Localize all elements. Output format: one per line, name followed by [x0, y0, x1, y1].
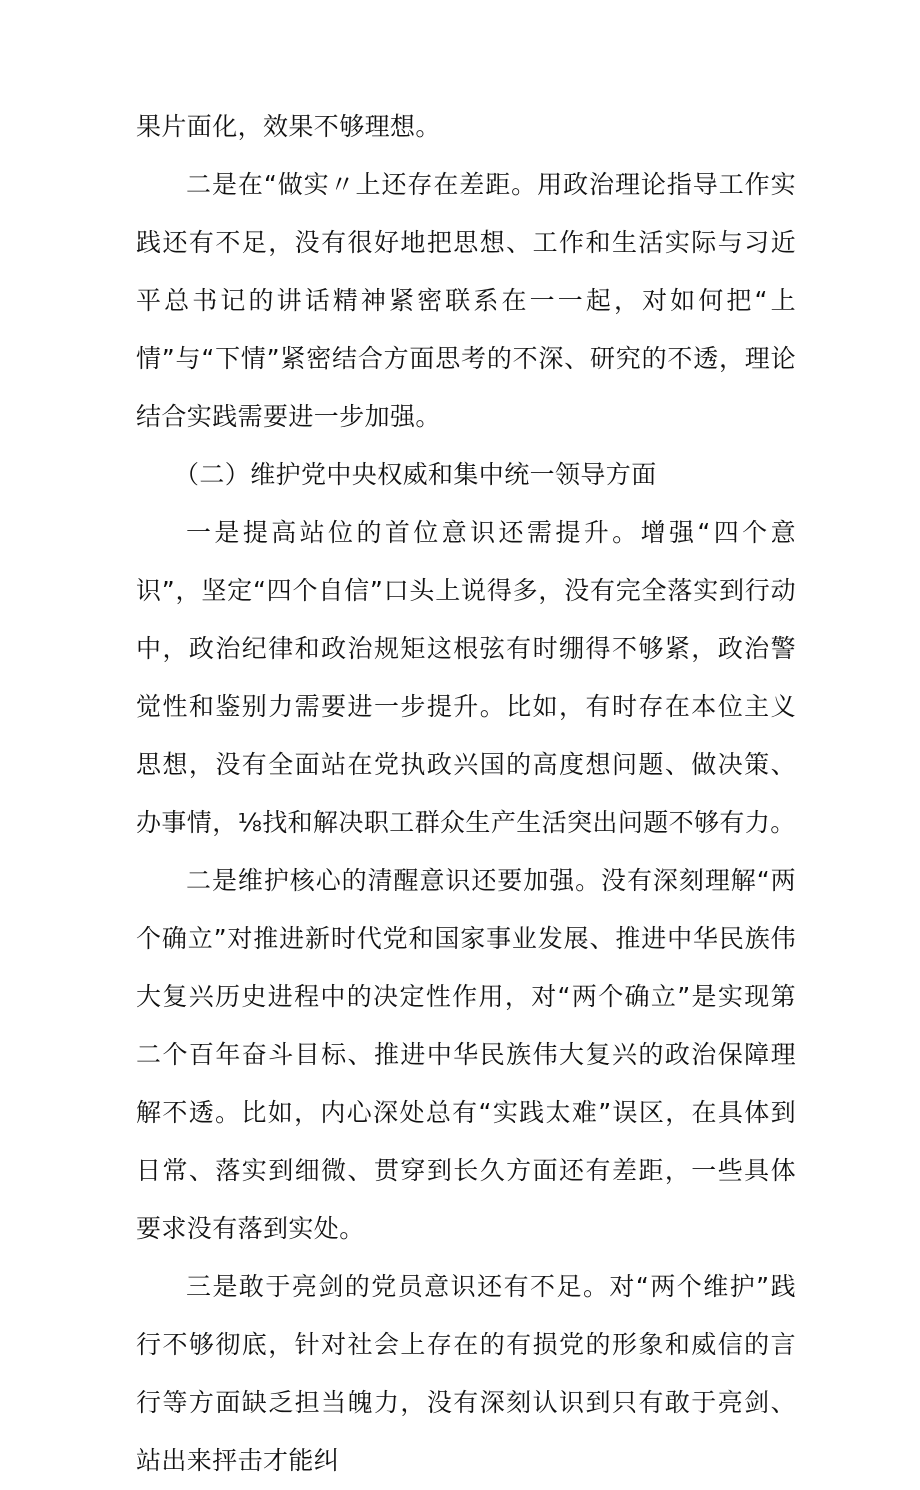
paragraph-point-1-standpoint: 一是提高站位的首位意识还需提升。增强“四个意识”，坚定“四个自信”口头上说得多，没有完全落实到行动中，政治纪律和政治规矩这根弦有时绷得不够紧，政治警觉性和鉴别力需要进一步提升。比如，有时存在本位主义思想，没有全面站在党执政兴国的高度想问题、做决策、办事情，⅛找和解决职工群众生产生活突出问题不够有力。 — [136, 518, 796, 837]
paragraph-continuation: 果片面化，效果不够理想。 — [136, 112, 441, 141]
paragraph-point-3-party-member: 三是敢于亮剑的党员意识还有不足。对“两个维护”践行不够彻底，针对社会上存在的有损党的形象和威信的言行等方面缺乏担当魄力，没有深刻认识到只有敢于亮剑、站出来抨击才能纠 — [136, 1272, 796, 1475]
document-body — [136, 98, 796, 1490]
section-heading-2: （二）维护党中央权威和集中统一领导方面 — [174, 460, 657, 489]
paragraph-point-2-core: 二是维护核心的清醒意识还要加强。没有深刻理解“两个确立”对推进新时代党和国家事业发展、推进中华民族伟大复兴历史进程中的决定性作用，对“两个确立”是实现第二个百年奋斗目标、推进中华民族伟大复兴的政治保障理解不透。比如，内心深处总有“实践太难”误区，在具体到日常、落实到细微、贯穿到长久方面还有差距，一些具体要求没有落到实处。 — [136, 866, 796, 1243]
paragraph-point-2-practice: 二是在“做实〃上还存在差距。用政治理论指导工作实践还有不足，没有很好地把思想、工作和生活实际与习近平总书记的讲话精神紧密联系在一一起，对如何把“上情”与“下情”紧密结合方面思考的不深、研究的不透，理论结合实践需要进一步加强。 — [136, 170, 796, 431]
